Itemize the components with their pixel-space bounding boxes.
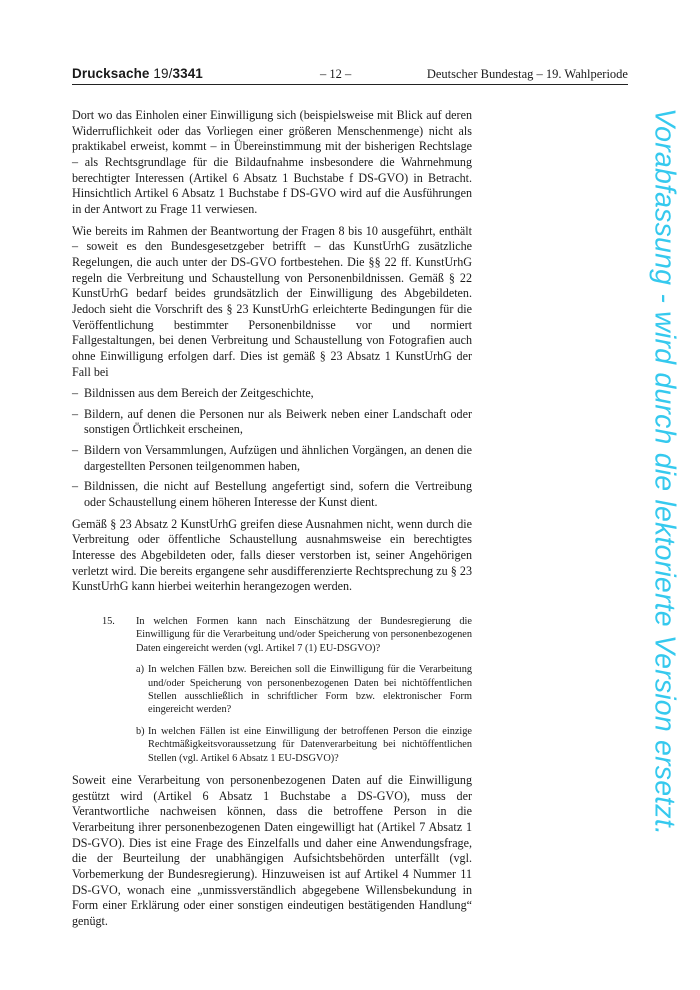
document-number-main: 3341	[172, 66, 203, 81]
paragraph-1: Dort wo das Einholen einer Einwilligung sich (beispielsweise mit Blick auf deren Widerruflichkeit oder das Vorliegen einer größeren Menschenmenge) nicht als praktikabel erweist, kommt – in Übereinstimmung mit der bisherigen Rechtslage – als Rechtsgrundlage für die Bildaufnahme insbesondere die Wahrnehmung berechtigter Interessen (Artikel 6 Absatz 1 Buchstabe f DS-GVO) in Betracht. Hinsichtlich Artikel 6 Absatz 1 Buchstabe f DS-GVO wird auf die Ausführungen in der Antwort zu Frage 11 verwiesen.	[72, 108, 472, 216]
exception-list	[72, 386, 472, 511]
question-sub-label: a)	[136, 664, 144, 676]
question-sub-label: b)	[136, 725, 145, 737]
document-number	[72, 66, 203, 81]
page-header	[72, 66, 628, 85]
publisher: Deutscher Bundestag – 19. Wahlperiode	[426, 67, 628, 81]
dash-bullet: –	[72, 479, 79, 494]
list-item-text: Bildnissen aus dem Bereich der Zeitgeschichte,	[84, 386, 314, 401]
question-sub-b	[102, 725, 472, 765]
dash-bullet: –	[72, 386, 79, 401]
question-sub-a	[102, 663, 472, 717]
paragraph-2: Wie bereits im Rahmen der Beantwortung der Fragen 8 bis 10 ausgeführt, enthält – soweit es den Bundesgesetzgeber betrifft – das KunstUrhG zusätzliche Regelungen, die auch unter der DS-GVO fortbestehen. Die §§ 22 ff. KunstUrhG regeln die Verbreitung und Schaustellung von Personenbildnissen. Gemäß § 22 KunstUrhG bedarf beides grundsätzlich der Einwilligung des Abgebildeten. Jedoch sieht die Vorschrift des § 23 KunstUrhG erleichterte Bedingungen für die Veröffentlichung bestimmter Personenbildnisse vor und normiert Fallgestaltungen, bei denen Verbreitung und Schaustellung von Fotografien auch ohne Einwilligung erfolgen darf. Dies ist gemäß § 23 Absatz 1 KunstUrhG der Fall bei	[72, 223, 472, 379]
dash-bullet: –	[72, 406, 79, 421]
list-item	[72, 407, 472, 438]
paragraph-3: Gemäß § 23 Absatz 2 KunstUrhG greifen diese Ausnahmen nicht, wenn durch die Verbreitung oder öffentliche Schaustellung ausnahmsweise ein berechtigtes Interesse des Abgebildeten oder, falls dieser verstorben ist, seiner Angehörigen verletzt wird. Die bereits ergangene sehr ausdifferenzierte Rechtsprechung zu § 23 KunstUrhG kann hierbei weiterhin herangezogen werden.	[72, 516, 472, 594]
page-number: – 12 –	[320, 67, 352, 81]
document-label: Drucksache	[72, 66, 150, 81]
question-main	[102, 615, 472, 655]
list-item	[72, 443, 472, 474]
watermark-text: Vorabfassung - wird durch die lektorierte Version ersetzt.	[648, 108, 681, 836]
question-sub-text: In welchen Fällen ist eine Einwilligung der betroffenen Person die einzige Rechtmäßigkeitsvoraussetzung für Datenverarbeitung bei nichtöffentlichen Stellen (vgl. Artikel 6 Absatz 1 EU-DSGVO)?	[148, 725, 472, 764]
list-item-text: Bildern, auf denen die Personen nur als Beiwerk neben einer Landschaft oder sonstigen Örtlichkeit erscheinen,	[84, 406, 472, 437]
answer-paragraph: Soweit eine Verarbeitung von personenbezogenen Daten auf die Einwilligung gestützt wird (Artikel 6 Absatz 1 Buchstabe a DS-GVO), muss der Verantwortliche nachweisen können, dass die betroffene Person in die Verarbeitung ihrer personenbezogenen Daten eingewilligt hat (Artikel 7 Absatz 1 DS-GVO). Dies ist eine Frage des Einzelfalls und daher eine Anwendungsfrage, die der Beurteilung der unabhängigen Aufsichtsbehörden unterfällt (vgl. Vorbemerkung der Bundesregierung). Hinzuweisen ist auf Artikel 4 Nummer 11 DS-GVO, wonach eine „unmissverständlich abgegebene Willensbekundung in Form einer Erklärung oder einer sonstigen eindeutigen bestätigenden Handlung“ genügt.	[72, 773, 472, 928]
question-number: 15.	[102, 616, 115, 628]
list-item	[72, 386, 472, 402]
question-text: In welchen Formen kann nach Einschätzung der Bundesregierung die Einwilligung für die Verarbeitung und/oder Speicherung von personenbezogenen Daten eingereicht werden (vgl. Artikel 7 (1) EU-DSGVO)?	[136, 616, 472, 654]
document-number-value	[153, 66, 203, 81]
draft-watermark	[644, 108, 684, 898]
document-number-prefix: 19/	[153, 66, 173, 81]
question-sub-text: In welchen Fällen bzw. Bereichen soll die Einwilligung für die Verarbeitung und/oder Speicherung von personenbezogenen Daten bei nichtöffentlichen Stellen ausschließlich in schriftlicher Form bzw. elektronischer Form eingereicht werden?	[148, 664, 472, 716]
question-15	[102, 615, 472, 765]
main-content	[72, 108, 472, 936]
list-item	[72, 479, 472, 510]
list-item-text: Bildern von Versammlungen, Aufzügen und ähnlichen Vorgängen, an denen die dargestellten Personen teilgenommen haben,	[84, 443, 472, 473]
dash-bullet: –	[72, 443, 79, 458]
list-item-text: Bildnissen, die nicht auf Bestellung angefertigt sind, sofern die Vertreibung oder Schaustellung einem höheren Interesse der Kunst dient.	[84, 479, 472, 510]
